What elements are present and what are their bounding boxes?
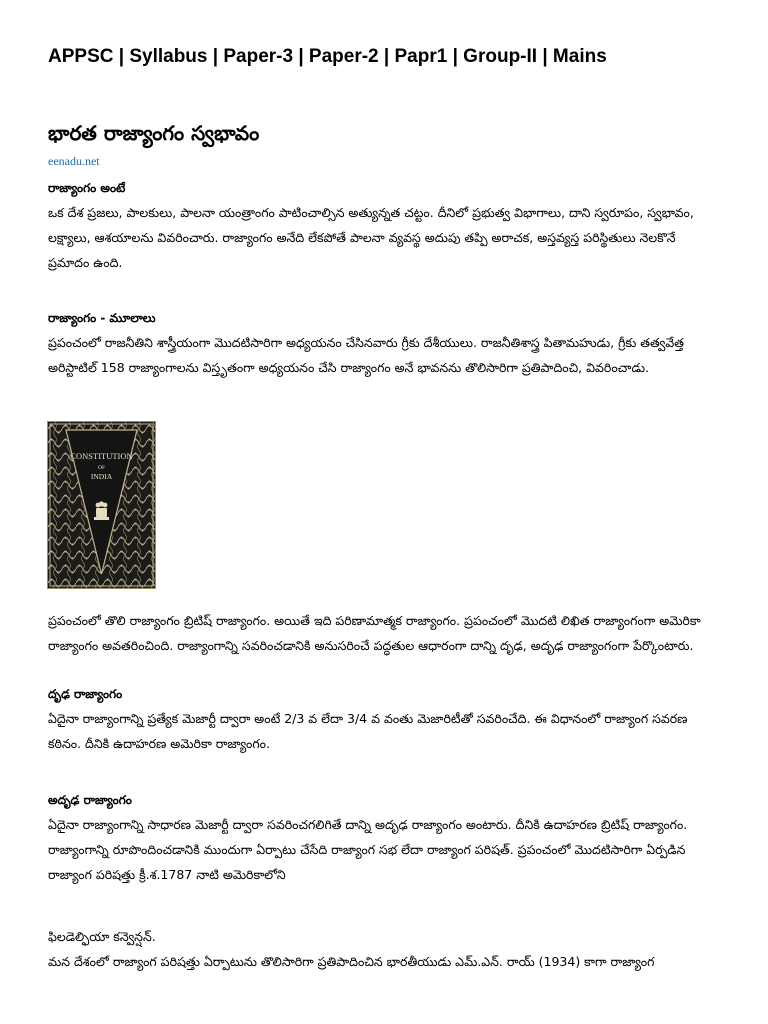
paragraph-text: ప్రపంచంలో తొలి రాజ్యాంగం బ్రిటిష్ రాజ్యాంగం. అయితే ఇది పరిణామాత్మక రాజ్యాంగం. ప్రపంచంలో మొదటి లిఖిత రాజ్యాంగంగా అమెరికా రాజ్యాంగం అవతరించింది. రాజ్యాంగాన్ని సవరించడానికి అనుసరించే పద్ధతుల ఆధారంగా దాన్ని దృఢ, అదృఢ రాజ్యాంగంగా పేర్కొంటారు. <box>48 613 701 653</box>
section-paragraph <box>48 200 720 275</box>
ashoka-emblem-icon <box>94 501 109 520</box>
cover-title-line-3: INDIA <box>90 472 113 481</box>
cover-title-line-1: CONSTITUTION <box>70 451 133 461</box>
paragraph-text: రాజ్యాంగాన్ని రూపొందించడానికి ముందుగా ఏర్పాటు చేసేది రాజ్యాంగ సభ లేదా రాజ్యాంగ పరిషత్. ప్రపంచంలో మొదటిసారిగా ఏర్పడిన రాజ్యాంగ పరిషత్తు క్రీ.శ.1787 నాటి అమెరికాలోని <box>48 842 686 882</box>
paragraph-text: ప్రపంచంలో రాజనీతిని శాస్త్రీయంగా మొదటిసారిగా అధ్యయనం చేసినవారు గ్రీకు దేశీయులు. రాజనీతిశాస్త్ర పితామహుడు, గ్రీకు తత్వవేత్త అరిస్టాటిల్ 158 రాజ్యాంగాలను విస్తృతంగా అధ్యయనం చేసి రాజ్యాంగం అనే భావనను తొలిసారిగా ప్రతిపాదించి, వివరించాడు. <box>48 335 684 375</box>
paragraph-text: ఒక దేశ ప్రజలు, పాలకులు, పాలనా యంత్రాంగం పాటించాల్సిన అత్యున్నత చట్టం. దీనిలో ప్రభుత్వ విభాగాలు, దాని స్వరూపం, స్వభావం, లక్ష్యాలు, ఆశయాలను వివరించారు. రాజ్యాంగం అనేది లేకపోతే పాలనా వ్యవస్థ అదుపు తప్పి అరాచక, అస్తవ్యస్త పరిస్థితులు నెలకొనే ప్రమాదం ఉంది. <box>48 205 694 270</box>
section-paragraph <box>48 706 720 756</box>
paragraph-text: ఏదైనా రాజ్యాంగాన్ని సాధారణ మెజార్టీ ద్వారా సవరించగలిగితే దాన్ని అదృఢ రాజ్యాంగం అంటారు. దీనికి ఉదాహరణ బ్రిటిష్ రాజ్యాంగం. <box>48 817 688 832</box>
paragraph-text: ఫిలడెల్ఫియా కన్వెన్షన్. <box>48 929 156 944</box>
cover-title-line-2: OF <box>97 465 106 471</box>
article-title: భారత రాజ్యాంగం స్వభావం <box>48 121 260 145</box>
section-paragraph <box>48 330 720 380</box>
section-heading-origins: రాజ్యాంగం - మూలాలు <box>48 311 156 325</box>
constitution-cover-image <box>47 421 156 589</box>
section-paragraph <box>48 812 720 887</box>
paragraph-text: ఏదైనా రాజ్యాంగాన్ని ప్రత్యేక మెజార్టీ ద్వారా అంటే 2/3 వ లేదా 3/4 వ వంతు మెజారిటీతో సవరించేది. ఈ విధానంలో రాజ్యాంగ సవరణ కఠినం. దీనికి ఉదాహరణ అమెరికా రాజ్యాంగం. <box>48 711 688 751</box>
section-heading-rigid-constitution: దృఢ రాజ్యాంగం <box>48 687 123 701</box>
paragraph-text: మన దేశంలో రాజ్యాంగ పరిషత్తు ఏర్పాటును తొలిసారిగా ప్రతిపాదించిన భారతీయుడు ఎమ్.ఎన్. రాయ్ (1934) కాగా రాజ్యాంగ <box>48 954 655 969</box>
section-paragraph <box>48 924 720 974</box>
section-paragraph <box>48 608 720 658</box>
section-heading-what-is-constitution: రాజ్యాంగం అంటే <box>48 181 126 195</box>
page-header-title: APPSC | Syllabus | Paper-3 | Paper-2 | Papr1 | Group-II | Mains <box>48 46 607 67</box>
section-heading-flexible-constitution: అదృఢ రాజ్యాంగం <box>48 793 132 807</box>
source-link[interactable]: eenadu.net <box>48 154 100 168</box>
